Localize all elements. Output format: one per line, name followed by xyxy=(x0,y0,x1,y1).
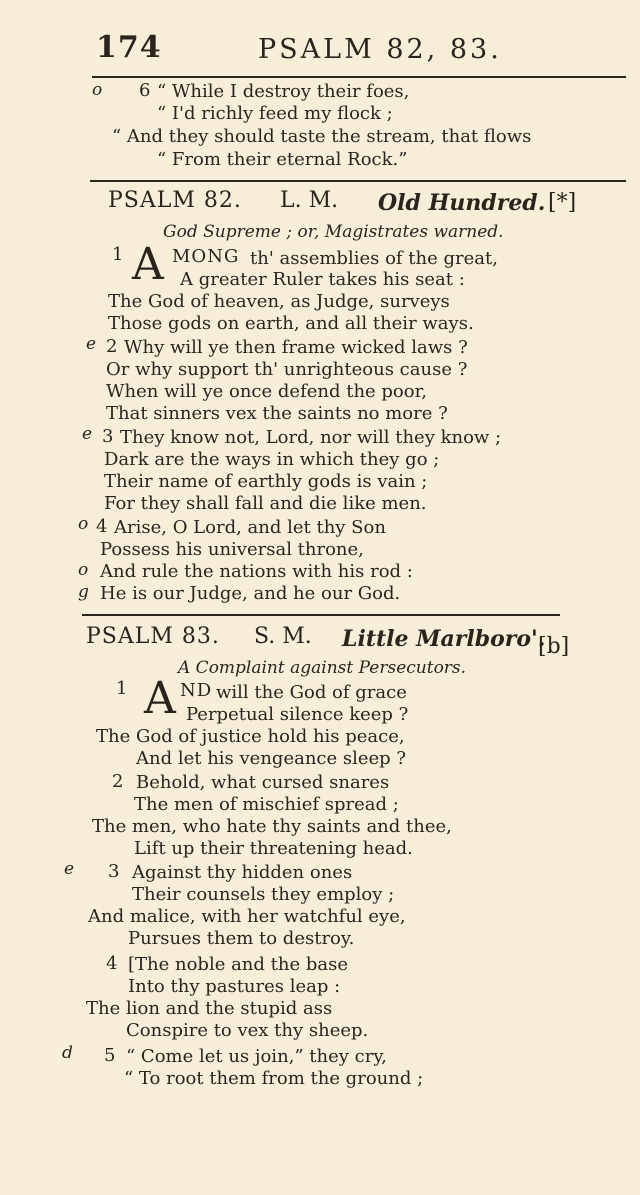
verse-number: 6 xyxy=(139,80,151,101)
verse-line: Into thy pastures leap : xyxy=(128,976,341,997)
psalm-title: PSALM 83. xyxy=(86,624,220,649)
verse-line: When will ye once defend the poor, xyxy=(106,381,427,402)
verse-line: Or why support th' unrighteous cause ? xyxy=(106,359,468,380)
verse-line: “ I'd richly feed my flock ; xyxy=(157,103,393,124)
tune-name: Old Hundred. xyxy=(378,190,546,216)
dynamic-mark: e xyxy=(64,859,75,879)
dynamic-mark: o xyxy=(92,80,103,100)
verse-line: will the God of grace xyxy=(216,682,407,703)
verse-line: Pursues them to destroy. xyxy=(128,928,355,949)
verse-line: “ To root them from the ground ; xyxy=(124,1068,424,1089)
drop-cap: A xyxy=(144,673,176,724)
verse-number: 2 xyxy=(106,336,118,357)
verse-number: 3 xyxy=(108,861,120,882)
verse-line: The God of justice hold his peace, xyxy=(96,726,405,747)
verse-number: 4 xyxy=(96,516,108,537)
tune-reference: [b] xyxy=(538,634,570,659)
verse-number: 5 xyxy=(104,1045,116,1066)
dynamic-mark: e xyxy=(82,424,93,444)
verse-number: 1 xyxy=(112,244,124,265)
verse-line: And rule the nations with his rod : xyxy=(100,561,413,582)
psalm-meter: S. M. xyxy=(254,624,312,649)
dynamic-mark: d xyxy=(62,1043,73,1063)
verse-line: He is our Judge, and he our God. xyxy=(100,583,401,604)
verse-line: “ From their eternal Rock.” xyxy=(157,149,408,170)
dynamic-mark: e xyxy=(86,334,97,354)
verse-line: Their name of earthly gods is vain ; xyxy=(104,471,428,492)
drop-cap: A xyxy=(132,239,164,290)
page-number: 174 xyxy=(96,30,162,65)
tune-name: Little Marlboro'. xyxy=(342,626,546,652)
verse-line: Lift up their threatening head. xyxy=(134,838,413,859)
verse-line: The men, who hate thy saints and thee, xyxy=(92,816,452,837)
dynamic-mark: o xyxy=(78,514,89,534)
verse-number: 3 xyxy=(102,426,114,447)
verse-line: Dark are the ways in which they go ; xyxy=(104,449,440,470)
verse-line: th' assemblies of the great, xyxy=(250,248,498,269)
verse-line: The lion and the stupid ass xyxy=(86,998,333,1019)
verse-line: Conspire to vex thy sheep. xyxy=(126,1020,369,1041)
verse-line: That sinners vex the saints no more ? xyxy=(106,403,448,424)
verse-line: “ Come let us join,” they cry, xyxy=(126,1046,387,1067)
verse-line: And let his vengeance sleep ? xyxy=(136,748,407,769)
tune-reference: [*] xyxy=(548,190,577,215)
verse-number: 2 xyxy=(112,771,124,792)
verse-line: “ While I destroy their foes, xyxy=(157,81,410,102)
verse-line: The men of mischief spread ; xyxy=(134,794,399,815)
verse-line: Possess his universal throne, xyxy=(100,539,364,560)
verse-line: “ And they should taste the stream, that flows xyxy=(112,126,532,147)
section-rule xyxy=(82,614,560,616)
verse-line: Perpetual silence keep ? xyxy=(186,704,409,725)
verse-line: And malice, with her watchful eye, xyxy=(88,906,406,927)
verse-line: The God of heaven, as Judge, surveys xyxy=(108,291,450,312)
psalm-meter: L. M. xyxy=(280,188,339,213)
verse-number: 4 xyxy=(106,953,118,974)
running-title: PSALM 82, 83. xyxy=(258,34,502,65)
verse-line: Arise, O Lord, and let thy Son xyxy=(114,517,386,538)
small-caps-word: MONG xyxy=(172,246,240,267)
verse-line: They know not, Lord, nor will they know ; xyxy=(120,427,502,448)
dynamic-mark: g xyxy=(78,582,89,602)
section-rule xyxy=(90,180,626,182)
verse-line: A greater Ruler takes his seat : xyxy=(180,269,465,290)
verse-line: For they shall fall and die like men. xyxy=(104,493,427,514)
verse-line: Behold, what cursed snares xyxy=(136,772,390,793)
small-caps-word: ND xyxy=(180,680,213,701)
header-rule xyxy=(92,76,626,78)
psalm-subtitle: A Complaint against Persecutors. xyxy=(178,658,467,678)
verse-line: [The noble and the base xyxy=(128,954,348,975)
verse-line: Those gods on earth, and all their ways. xyxy=(108,313,474,334)
dynamic-mark: o xyxy=(78,560,89,580)
verse-line: Why will ye then frame wicked laws ? xyxy=(124,337,468,358)
verse-line: Against thy hidden ones xyxy=(132,862,353,883)
psalm-subtitle: God Supreme ; or, Magistrates warned. xyxy=(163,222,504,242)
psalm-title: PSALM 82. xyxy=(108,188,242,213)
verse-line: Their counsels they employ ; xyxy=(132,884,395,905)
verse-number: 1 xyxy=(116,678,128,699)
